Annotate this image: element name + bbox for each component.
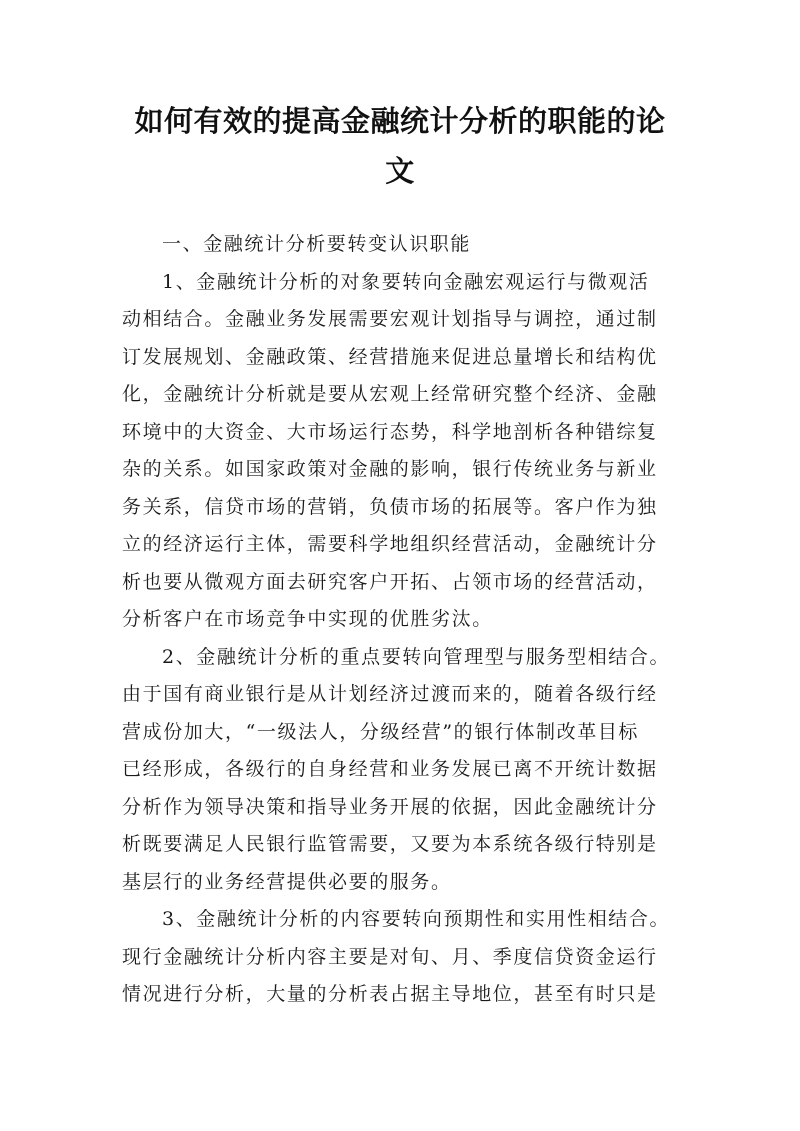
text-line: 由于国有商业银行是从计划经济过渡而来的，随着各级行经 xyxy=(122,683,658,705)
title-line-1: 如何有效的提高金融统计分析的职能的论 xyxy=(134,104,666,138)
text-line: 现行金融统计分析内容主要是对旬、月、季度信贷资金运行 xyxy=(122,945,658,968)
text-line: 化，金融统计分析就是要从宏观上经常研究整个经济、金融 xyxy=(122,383,658,405)
text-line: 立的经济运行主体，需要科学地组织经营活动，金融统计分 xyxy=(122,533,658,555)
paragraph-2 xyxy=(122,639,694,902)
text-line: 环境中的大资金、大市场运行态势，科学地剖析各种错综复 xyxy=(122,420,658,443)
text-line: 分析作为领导决策和指导业务开展的依据，因此金融统计分 xyxy=(122,795,658,818)
text-line: 基层行的业务经营提供必要的服务。 xyxy=(122,870,452,893)
paragraph-3 xyxy=(122,901,694,1014)
text-line: 情况进行分析，大量的分析表占据主导地位，甚至有时只是 xyxy=(122,983,658,1005)
text-line: 订发展规划、金融政策、经营措施来促进总量增长和结构优 xyxy=(122,345,658,368)
text-line: 已经形成，各级行的自身经营和业务发展已离不开统计数据 xyxy=(122,758,658,780)
section-heading xyxy=(122,226,694,264)
text-line: 动相结合。金融业务发展需要宏观计划指导与调控，通过制 xyxy=(122,308,658,330)
text-line: 杂的关系。如国家政策对金融的影响，银行传统业务与新业 xyxy=(122,458,658,480)
text-line: 析既要满足人民银行监管需要，又要为本系统各级行特别是 xyxy=(122,833,658,855)
paragraph-1 xyxy=(122,264,694,639)
text-line: 一、金融统计分析要转变认识职能 xyxy=(162,233,472,255)
text-line: 析也要从微观方面去研究客户开拓、占领市场的经营活动， xyxy=(122,570,658,593)
document-body xyxy=(122,226,694,1014)
text-line: 3、金融统计分析的内容要转向预期性和实用性相结合。 xyxy=(162,908,671,930)
text-line: 1、金融统计分析的对象要转向金融宏观运行与微观活 xyxy=(162,270,650,293)
text-line: 2、金融统计分析的重点要转向管理型与服务型相结合。 xyxy=(162,645,671,668)
document-title xyxy=(120,96,680,196)
title-line-2: 文 xyxy=(385,154,415,188)
text-line: 务关系，信贷市场的营销，负债市场的拓展等。客户作为独 xyxy=(122,495,658,518)
text-line: 分析客户在市场竞争中实现的优胜劣汰。 xyxy=(122,608,493,630)
text-line: 营成份加大，“一级法人，分级经营”的银行体制改革目标 xyxy=(122,720,640,743)
